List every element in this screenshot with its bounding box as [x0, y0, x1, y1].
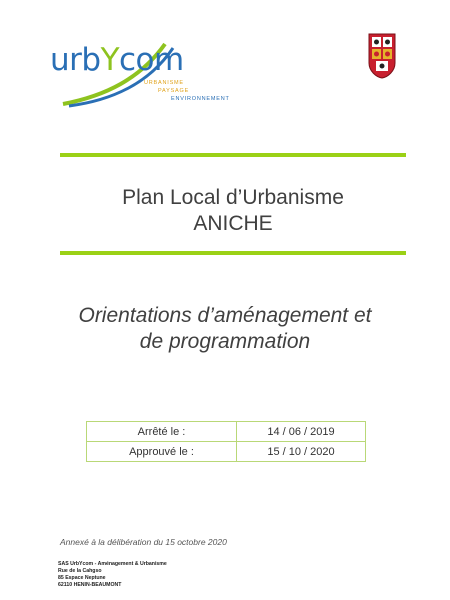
date-value: 14 / 06 / 2019: [237, 422, 366, 442]
logo-tagline-environnement: ENVIRONNEMENT: [171, 96, 230, 102]
top-green-rule: [60, 153, 406, 157]
address-line: 62110 HENIN-BEAUMONT: [58, 582, 122, 588]
company-address: [58, 561, 167, 589]
address-line: SAS UrbYcom - Aménagement & Urbanisme: [58, 561, 167, 567]
document-title: Plan Local d’Urbanisme: [122, 186, 344, 209]
logo-tagline-paysage: PAYSAGE: [158, 88, 190, 94]
logo-tagline-urbanisme: URBANISME: [144, 80, 184, 86]
date-label: Arrêté le :: [87, 422, 237, 442]
coat-of-arms-icon: [368, 33, 396, 79]
subtitle-line-2: de programmation: [139, 330, 311, 353]
address-line: Rue de la Cahgso: [58, 568, 102, 574]
table-row: [87, 422, 366, 442]
address-line: 85 Espace Neptune: [58, 575, 106, 581]
dates-table: [86, 421, 366, 462]
document-subtitle: [40, 303, 410, 355]
date-value: 15 / 10 / 2020: [237, 442, 366, 462]
commune-name: ANICHE: [193, 212, 273, 235]
table-row: [87, 442, 366, 462]
urbycom-logo: [45, 34, 230, 109]
annexe-note: Annexé à la délibération du 15 octobre 2020: [60, 537, 227, 547]
logo-wordmark: urbYcom: [50, 42, 184, 78]
subtitle-line-1: Orientations d’aménagement et: [78, 304, 372, 327]
date-label: Approuvé le :: [87, 442, 237, 462]
bottom-green-rule: [60, 251, 406, 255]
